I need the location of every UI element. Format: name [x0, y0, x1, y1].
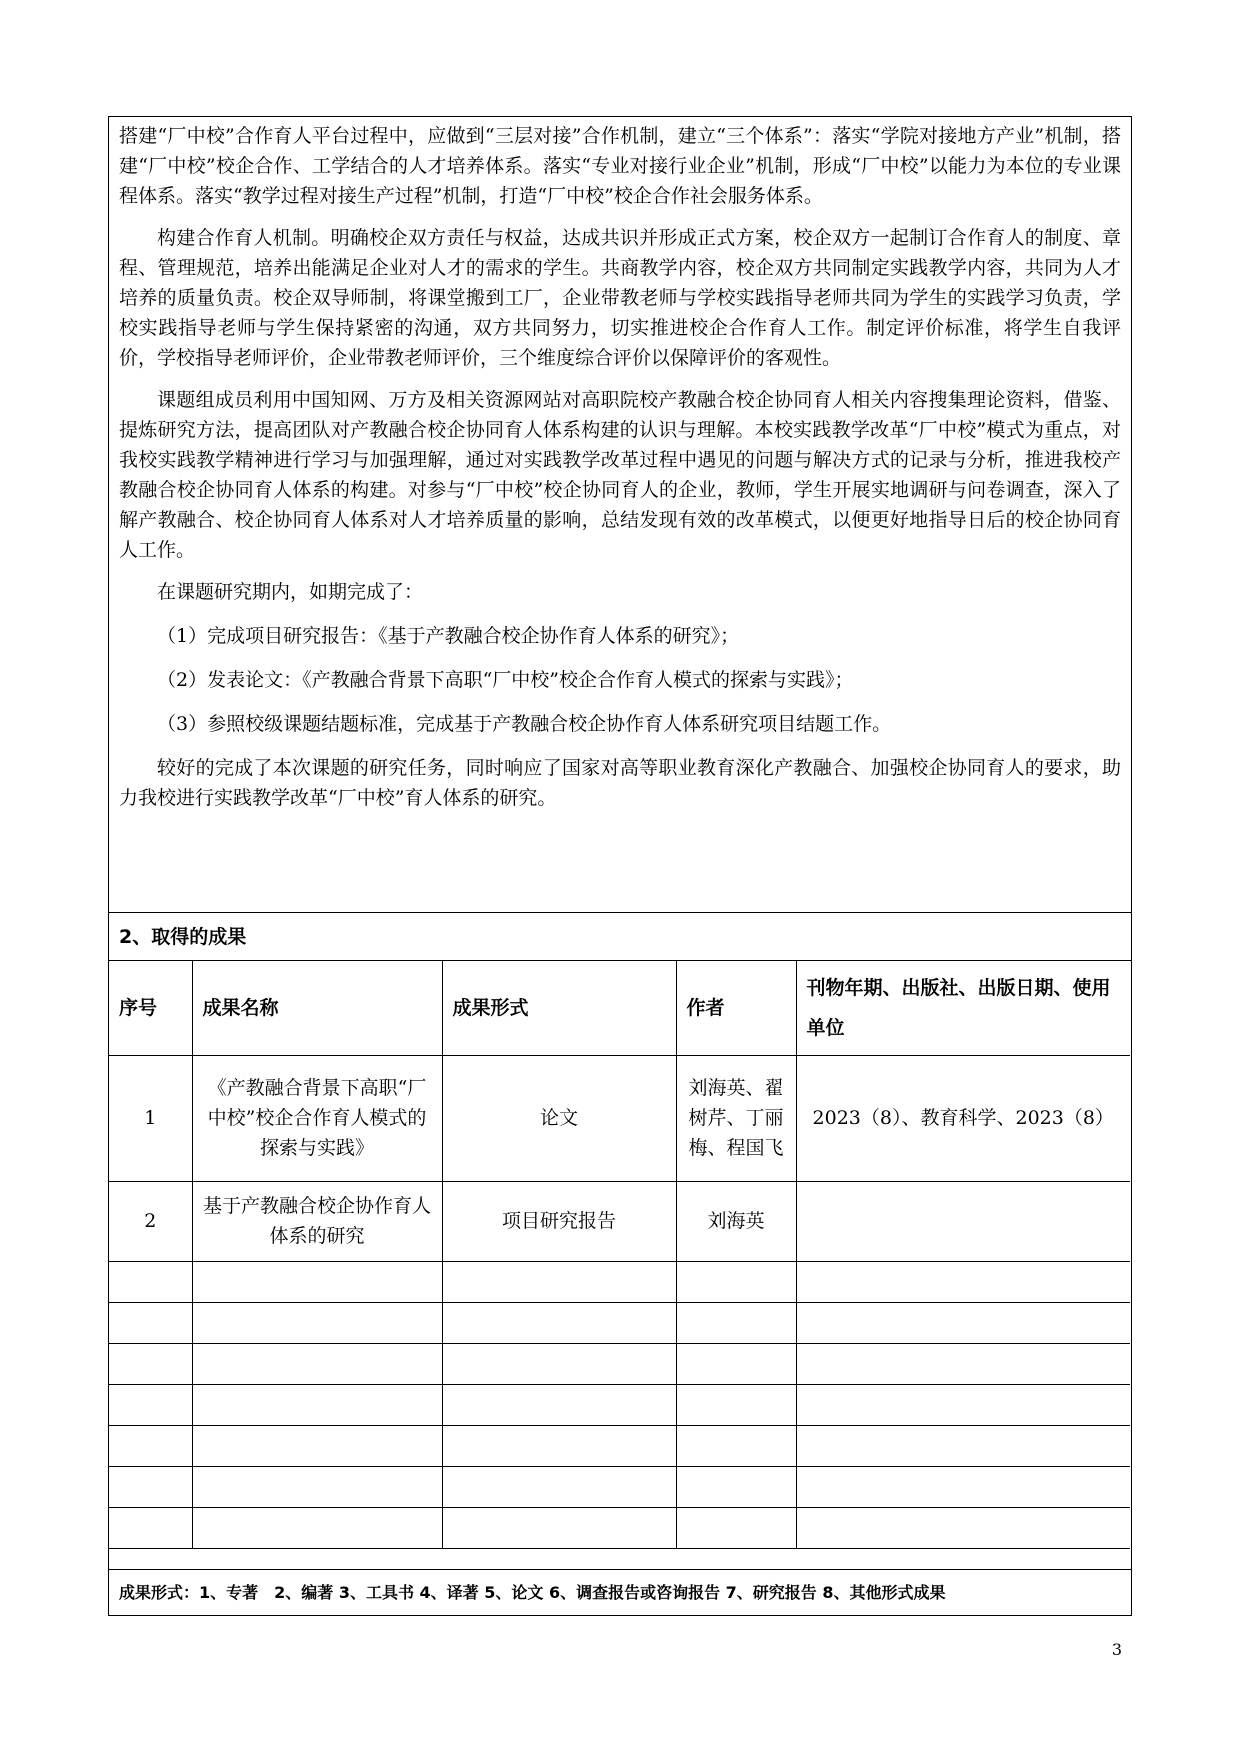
empty-table-row [109, 1466, 1130, 1507]
empty-table-row [109, 1384, 1130, 1425]
cell-index: 2 [109, 1181, 192, 1261]
empty-table-row [109, 1507, 1130, 1548]
cell-result-form: 项目研究报告 [442, 1181, 676, 1261]
empty-table-row [109, 1425, 1130, 1466]
results-table [109, 961, 1130, 1549]
results-table-header-row [109, 961, 1130, 1055]
empty-table-row [109, 1261, 1130, 1302]
completed-item-1: （1）完成项目研究报告：《基于产教融合校企协作育人体系的研究》； [157, 625, 740, 647]
header-result-name: 成果名称 [192, 961, 442, 1055]
cell-result-form: 论文 [442, 1055, 676, 1181]
header-publication: 刊物年期、出版社、出版日期、使用单位 [796, 961, 1130, 1055]
paragraph-conclusion: 较好的完成了本次课题的研究任务，同时响应了国家对高等职业教育深化产教融合、加强校企协同育人的要求，助力我校进行实践教学改革“厂中校”育人体系的研究。 [119, 757, 1121, 809]
result-form-legend: 成果形式：1、专著 2、编著 3、工具书 4、译著 5、论文 6、调查报告或咨询报告 7、研究报告 8、其他形式成果 [109, 1569, 1131, 1615]
header-author: 作者 [676, 961, 796, 1055]
results-section-title: 2、取得的成果 [109, 913, 1131, 961]
completed-item-3: （3）参照校级课题结题标准，完成基于产教融合校企协作育人体系研究项目结题工作。 [157, 713, 892, 735]
cell-publication: 2023（8）、教育科学、2023（8） [796, 1055, 1130, 1181]
paragraph-platform: 搭建“厂中校”合作育人平台过程中，应做到“三层对接”合作机制，建立“三个体系”：落实“学院对接地方产业”机制，搭建“厂中校”校企合作、工学结合的人才培养体系。落实“专业对接行业企业”机制，形成“厂中校”以能力为本位的专业课程体系。落实“教学过程对接生产过程”机制，打造“厂中校”校企合作社会服务体系。 [119, 125, 1121, 207]
empty-table-row [109, 1343, 1130, 1384]
cell-author: 刘海英 [676, 1181, 796, 1261]
header-result-form: 成果形式 [442, 961, 676, 1055]
paragraph-research-method: 课题组成员利用中国知网、万方及相关资源网站对高职院校产教融合校企协同育人相关内容搜集理论资料，借鉴、提炼研究方法，提高团队对产教融合校企协同育人体系构建的认识与理解。本校实践教学改革“厂中校”模式为重点，对我校实践教学精神进行学习与加强理解，通过对实践教学改革过程中遇见的问题与解决方式的记录与分析，推进我校产教融合校企协同育人体系的构建。对参与“厂中校”校企协同育人的企业，教师，学生开展实地调研与问卷调查，深入了解产教融合、校企协同育人体系对人才培养质量的影响，总结发现有效的改革模式，以便更好地指导日后的校企协同育人工作。 [119, 389, 1121, 561]
header-index: 序号 [109, 961, 192, 1055]
form-frame [108, 116, 1132, 1616]
cell-result-name: 基于产教融合校企协作育人体系的研究 [192, 1181, 442, 1261]
research-summary-section [109, 117, 1131, 913]
cell-publication [796, 1181, 1130, 1261]
table-row [109, 1181, 1130, 1261]
paragraph-mechanism: 构建合作育人机制。明确校企双方责任与权益，达成共识并形成正式方案，校企双方一起制订合作育人的制度、章程、管理规范，培养出能满足企业对人才的需求的学生。共商教学内容，校企双方共同制定实践教学内容，共同为人才培养的质量负责。校企双导师制，将课堂搬到工厂，企业带教老师与学校实践指导老师共同为学生的实践学习负责，学校实践指导老师与学生保持紧密的沟通，双方共同努力，切实推进校企合作育人工作。制定评价标准，将学生自我评价，学校指导老师评价，企业带教老师评价，三个维度综合评价以保障评价的客观性。 [119, 227, 1121, 369]
empty-table-row [109, 1302, 1130, 1343]
table-row [109, 1055, 1130, 1181]
cell-result-name: 《产教融合背景下高职“厂中校”校企合作育人模式的探索与实践》 [192, 1055, 442, 1181]
paragraph-completed-intro: 在课题研究期内，如期完成了： [157, 581, 424, 603]
cell-author: 刘海英、翟树芹、丁丽梅、程国飞 [676, 1055, 796, 1181]
cell-index: 1 [109, 1055, 192, 1181]
completed-item-2: （2）发表论文：《产教融合背景下高职“厂中校”校企合作育人模式的探索与实践》； [157, 669, 854, 691]
page-number: 3 [1111, 1640, 1122, 1659]
